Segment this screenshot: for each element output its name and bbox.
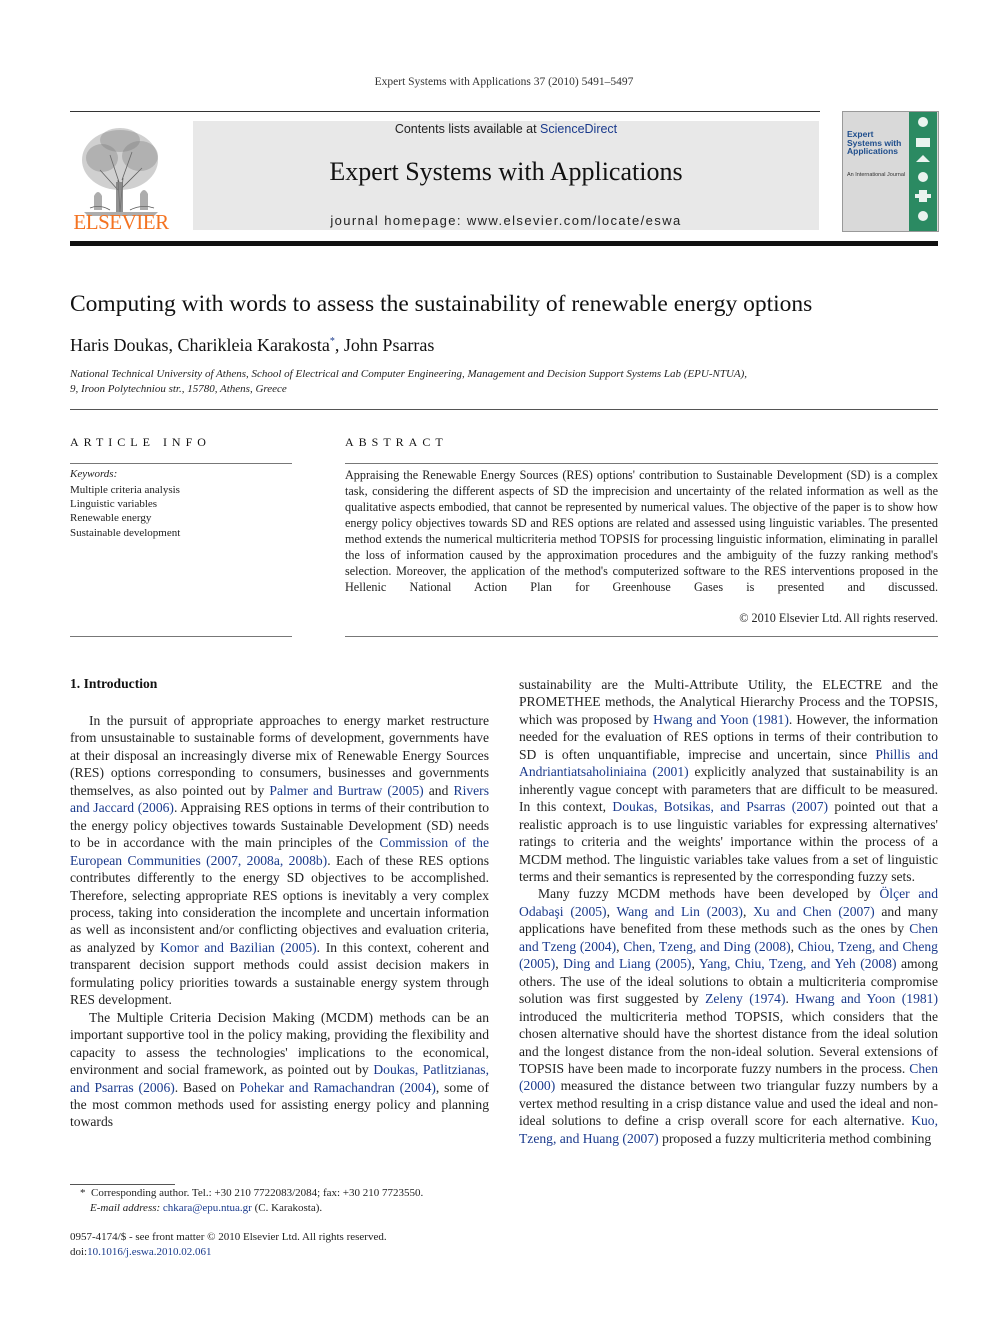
citation-link[interactable]: Doukas, Patlitzianas, and Psarras (2006) <box>70 1062 489 1095</box>
citation-link[interactable]: Palmer and Burtraw (2005) <box>269 782 424 798</box>
citation-link[interactable]: Wang and Lin (2003) <box>616 903 743 919</box>
citation-link[interactable]: Chen and Tzeng (2004) <box>519 921 938 954</box>
elsevier-wordmark: ELSEVIER <box>73 210 169 234</box>
doi-label: doi: <box>70 1245 88 1258</box>
citation-link[interactable]: Pohekar and Ramachandran (2004) <box>239 1079 436 1095</box>
paragraph <box>519 676 938 885</box>
paragraph-text: proposed a fuzzy multicriteria method combining <box>658 1130 932 1146</box>
citation-link[interactable]: Ölçer and Odabaşi (2005) <box>519 886 938 919</box>
paragraph-text: and <box>423 782 454 798</box>
citation-link[interactable]: Doukas, Botsikas, and Psarras (2007) <box>612 799 829 815</box>
header-thick-rule <box>70 241 938 246</box>
paragraph-text: and many applications have benefited from these methods such as the ones by <box>519 903 938 937</box>
sciencedirect-link[interactable]: ScienceDirect <box>540 122 618 136</box>
paragraph-text: . Appraising RES options in terms of their contribution to the energy policy objectives towards Sustainable Development (SD) needs to be in accordance with the main principles of the <box>70 800 489 851</box>
abstract-text: Appraising the Renewable Energy Sources (RES) options' contribution to Sustainable Development (SD) is a complex task, considering the different aspects of SD the imprecision and uncertainty of the related information as well as the qualitative aspects embodied, that cannot be represented by numerical values. The objective of the paper is to show how energy policy objectives towards SD and RES options are related and assessed using linguistic variables. The presented method extends the numerical multicriteria method TOPSIS for processing linguistic information, eliminating in parallel the loss of information caused by the approximation procedures and the ambiguity of the fuzzy ranking method's selection. Moreover, the application of the method's computerized software to the RES interventions proposed in the Hellenic National Action Plan for Greenhouse Gases is presented and discussed. <box>345 468 938 594</box>
citation-link[interactable]: Komor and Bazilian (2005) <box>160 939 317 955</box>
footnote-rule <box>70 1184 175 1185</box>
paragraph-text: , <box>606 903 617 919</box>
article-info-bottom-rule <box>70 636 292 637</box>
doi-line <box>70 1245 490 1260</box>
citation-link[interactable]: Xu and Chen (2007) <box>753 903 875 919</box>
abstract-heading: ABSTRACT <box>345 435 448 449</box>
journal-reference: Expert Systems with Applications 37 (2010) 5491–5497 <box>374 76 634 88</box>
contents-line <box>193 122 819 136</box>
section-heading: 1. Introduction <box>70 676 158 691</box>
paragraph-text: . However, the information needed for the evaluation of RES options in terms of their contribution to SD is often unquantifiable, imprecise and uncertain, since <box>519 711 938 762</box>
cover-subtitle: An International Journal <box>847 172 906 178</box>
paragraph-text: , <box>555 956 564 972</box>
keyword: Linguistic variables <box>70 498 158 511</box>
footnote <box>70 1186 490 1215</box>
paragraph-text: measured the distance between two triangular fuzzy numbers by a vertex method resulting in a crisp distance value and used the ideal and non-ideal solutions to define a crisp overall score for each alternative. <box>519 1078 938 1129</box>
paragraph-text: . <box>785 991 796 1007</box>
citation-link[interactable]: Zeleny (1974) <box>705 991 786 1007</box>
paragraph-text: The Multiple Criteria Decision Making (MCDM) methods can be an important supportive tool in the policy making, providing the flexibility and capacity to assess the technologies' implications to the economical, environment and social framework, as pointed out by <box>70 1009 489 1078</box>
header-rule <box>70 111 820 112</box>
paragraph-text: explicitly analyzed that sustainability is an inherently vague concept with parameters that are difficult to be measured. In this context, <box>519 764 938 815</box>
doi-link[interactable]: 10.1016/j.eswa.2010.02.061 <box>87 1245 212 1258</box>
keyword: Sustainable development <box>70 526 181 539</box>
citation-link[interactable]: Phillis and Andriantiatsaholiniaina (2001) <box>519 746 938 780</box>
corresponding-author-mark[interactable]: * <box>329 336 335 347</box>
journal-cover-thumbnail <box>842 111 939 232</box>
paragraph-text: Many fuzzy MCDM methods have been developed by <box>538 886 880 902</box>
authors-part-2: , John Psarras <box>334 335 435 355</box>
paragraph-text: . Each of these RES options contributes differently to the energy SD objectives to be accomplished. Therefore, selecting appropriate RES options is inevitably a very complex process, taking into consideration the incomplete and uncertain information as well as inconsistent and/or conflicting objectives and evaluation criteria, as analyzed by <box>70 852 489 955</box>
paragraph <box>519 885 938 1147</box>
citation-link[interactable]: Hwang and Yoon (1981) <box>653 711 789 727</box>
cover-title: Expert Systems with Applications <box>847 129 902 156</box>
paragraph-text: , some of the most common methods used for assisting energy policy and planning towards <box>70 1079 489 1130</box>
email-label: E-mail address: <box>90 1201 163 1214</box>
affiliation-rule <box>70 409 938 410</box>
paragraph-text: , <box>691 956 699 972</box>
keyword: Renewable energy <box>70 512 152 525</box>
keywords-label: Keywords: <box>70 468 118 480</box>
paragraph-text: pointed out that a realistic approach is to use linguistic variables for expressing alternatives' ratings to criteria and the weights' importance within the process of a MCDM method. The linguistic variables take values from a set of linguistic terms and their semantics is represented by the corresponding fuzzy sets. <box>519 799 938 884</box>
cover-icon-strip <box>909 112 937 231</box>
cover-icons <box>909 112 937 231</box>
paragraph-text: . In this context, coherent and transparent decision support methods could assist decision makers in formulating policy priorities towards a sustainable energy system through RES development. <box>70 939 490 1008</box>
issn-line: 0957-4174/$ - see front matter © 2010 Elsevier Ltd. All rights reserved. <box>70 1231 387 1243</box>
citation-link[interactable]: Chen (2000) <box>519 1060 938 1094</box>
email-suffix: (C. Karakosta). <box>251 1201 323 1214</box>
footnote-text: Corresponding author. Tel.: +30 210 7722083/2084; fax: +30 210 7723550. <box>91 1187 424 1199</box>
affiliation-line-2: 9, Iroon Polytechniou str., 15780, Athens, Greece <box>70 382 287 395</box>
citation-link[interactable]: Chiou, Tzeng, and Cheng (2005) <box>519 938 938 972</box>
article-info-heading: ARTICLE INFO <box>70 435 211 449</box>
paragraph-text: , <box>742 903 754 919</box>
email-link[interactable]: chkara@epu.ntua.gr <box>162 1201 252 1214</box>
author-list <box>70 335 434 356</box>
article-title: Computing with words to assess the sustainability of renewable energy options <box>70 291 813 317</box>
body-column-right <box>519 676 938 1147</box>
authors-part-1: Haris Doukas, Charikleia Karakosta <box>70 335 330 355</box>
paragraph-text: In the pursuit of appropriate approaches to energy market restructure from unsustainable to sustainable forms of development, governments have at their disposal an increasingly diverse mix of Renewable Energy Sources (RES) options corresponding to consumers, businesses and governments themselves, as also pointed out by <box>70 713 489 798</box>
abstract-bottom-rule <box>345 636 938 637</box>
citation-link[interactable]: Commission of the European Communities (2007, 2008a, 2008b) <box>70 835 490 868</box>
paragraph <box>70 1009 489 1131</box>
footnote-line-2 <box>70 1201 490 1216</box>
abstract-copyright: © 2010 Elsevier Ltd. All rights reserved. <box>739 611 938 625</box>
citation-link[interactable]: Ding and Liang (2005) <box>563 956 692 972</box>
issn-block <box>70 1230 490 1259</box>
affiliation <box>70 367 940 396</box>
journal-name: Expert Systems with Applications <box>329 157 683 186</box>
paragraph-text: among others. The use of the ideal solutions to obtain a multicriteria compromise solution was first suggested by <box>519 956 938 1007</box>
citation-link[interactable]: Hwang and Yoon (1981) <box>795 991 938 1007</box>
citation-link[interactable]: Rivers and Jaccard (2006) <box>70 782 489 816</box>
paragraph-text: , <box>616 938 624 954</box>
paragraph <box>70 712 489 1009</box>
citation-link[interactable]: Kuo, Tzeng, and Huang (2007) <box>519 1113 938 1146</box>
keyword: Multiple criteria analysis <box>70 484 180 496</box>
body-column-left <box>70 712 489 1131</box>
article-info-rule <box>70 463 292 464</box>
keywords-list <box>70 483 180 540</box>
affiliation-line-1: National Technical University of Athens, School of Electrical and Computer Engineering, Management and Decision Support Systems Lab (EPU-NTUA), <box>70 368 748 380</box>
footnote-line-1 <box>70 1186 490 1201</box>
footnote-mark: * <box>80 1187 86 1199</box>
citation-link[interactable]: Chen, Tzeng, and Ding (2008) <box>623 938 791 954</box>
paragraph-text: . Based on <box>174 1079 240 1095</box>
abstract-rule <box>345 463 938 464</box>
citation-link[interactable]: Yang, Chiu, Tzeng, and Yeh (2008) <box>698 956 897 972</box>
journal-homepage[interactable]: journal homepage: www.elsevier.com/locate/eswa <box>330 213 682 228</box>
paragraph-text: , <box>790 938 798 954</box>
paragraph-text: sustainability are the Multi-Attribute Utility, the ELECTRE and the PROMETHEE methods, the Analytical Hierarchy Process and the TOPSIS, which was proposed by <box>519 677 938 727</box>
paragraph-text: introduced the multicriteria method TOPSIS, which considers that the chosen alternative should have the shortest distance from the ideal solution and the longest distance from the non-ideal solution. Several extensions of TOPSIS have been made to incorporate fuzzy numbers in the process. <box>519 1008 938 1076</box>
contents-prefix: Contents lists available at <box>394 122 541 136</box>
